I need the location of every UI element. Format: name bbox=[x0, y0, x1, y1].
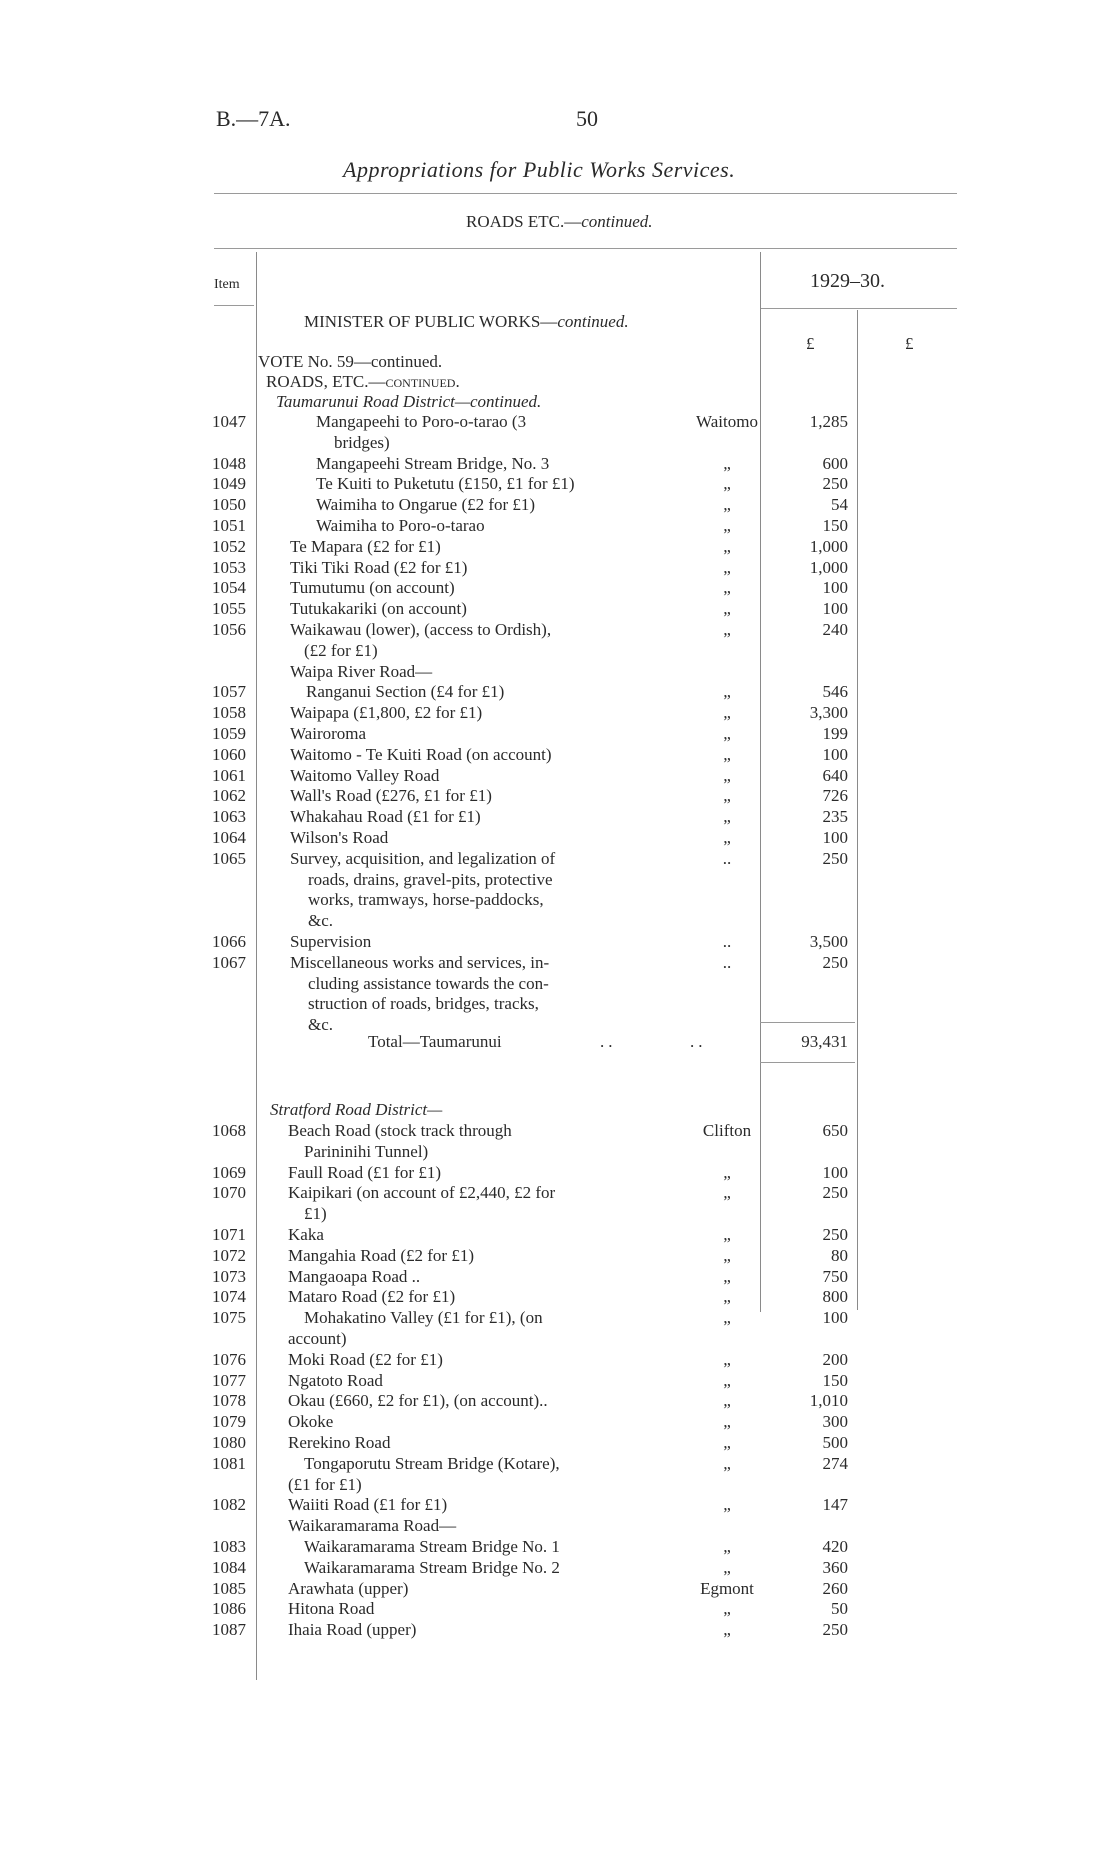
item-amount: 250 bbox=[822, 1225, 848, 1244]
item-description: struction of roads, bridges, tracks, bbox=[308, 994, 539, 1014]
table-row bbox=[0, 641, 1114, 661]
item-description: Waiiti Road (£1 for £1) bbox=[288, 1495, 448, 1515]
table-row bbox=[0, 1204, 1114, 1224]
item-district: „ bbox=[723, 495, 731, 515]
item-district: „ bbox=[723, 703, 731, 723]
item-district: „ bbox=[723, 1162, 731, 1182]
total-leader-dots-2: .. bbox=[690, 1032, 707, 1051]
item-description: roads, drains, gravel-pits, protective bbox=[308, 869, 553, 889]
document-reference: B.—7A. bbox=[216, 106, 291, 131]
item-number: 1084 bbox=[212, 1557, 246, 1577]
table-row bbox=[0, 1015, 1114, 1035]
table-row bbox=[0, 911, 1114, 931]
item-description: Supervision bbox=[290, 932, 372, 951]
item-number: 1087 bbox=[212, 1620, 246, 1640]
table-row bbox=[0, 1267, 1114, 1287]
item-district: „ bbox=[723, 1349, 731, 1369]
item-number: 1079 bbox=[212, 1412, 246, 1432]
item-district: „ bbox=[723, 786, 731, 806]
item-description: Te Mapara (£2 for £1) bbox=[290, 536, 441, 556]
table-row bbox=[0, 1371, 1114, 1391]
item-amount: 100 bbox=[822, 828, 848, 847]
item-amount: 100 bbox=[822, 599, 848, 619]
table-row bbox=[0, 1246, 1114, 1266]
item-district: „ bbox=[723, 453, 731, 473]
item-description: Whakahau Road (£1 for £1) bbox=[290, 807, 481, 827]
item-district: „ bbox=[723, 724, 731, 743]
table-row bbox=[0, 1121, 1114, 1141]
item-number: 1048 bbox=[212, 453, 246, 473]
table-row bbox=[0, 1308, 1114, 1328]
table-row bbox=[0, 994, 1114, 1014]
table-row bbox=[0, 537, 1114, 557]
item-amount: 546 bbox=[822, 682, 848, 702]
item-district: „ bbox=[723, 1183, 731, 1203]
item-district: „ bbox=[723, 1599, 731, 1619]
item-number: 1086 bbox=[212, 1599, 246, 1619]
table-row bbox=[0, 786, 1114, 806]
item-amount: 250 bbox=[822, 1183, 848, 1203]
item-description: cluding assistance towards the con- bbox=[308, 973, 549, 993]
table-row bbox=[0, 1142, 1114, 1162]
item-district: „ bbox=[723, 516, 731, 535]
item-description: works, tramways, horse-paddocks, bbox=[308, 890, 544, 910]
item-number: 1066 bbox=[212, 932, 246, 951]
table-row bbox=[0, 1183, 1114, 1203]
item-description: &c. bbox=[308, 911, 334, 931]
item-district: „ bbox=[723, 1308, 731, 1328]
item-district: „ bbox=[723, 744, 731, 764]
rule-year-underline bbox=[760, 308, 957, 309]
table-row bbox=[0, 599, 1114, 619]
table-row bbox=[0, 1163, 1114, 1183]
table-row bbox=[0, 1225, 1114, 1245]
item-number: 1074 bbox=[212, 1287, 246, 1307]
item-district: „ bbox=[723, 599, 731, 619]
item-amount: 1,000 bbox=[809, 536, 848, 556]
item-district: Egmont bbox=[700, 1578, 754, 1598]
item-district: „ bbox=[723, 1391, 731, 1411]
table-row bbox=[0, 932, 1114, 952]
table-row bbox=[0, 454, 1114, 474]
item-description: Waipapa (£1,800, £2 for £1) bbox=[290, 703, 483, 723]
page-title: Appropriations for Public Works Services. bbox=[343, 157, 736, 182]
item-district: „ bbox=[723, 1495, 731, 1515]
item-description: Waimiha to Ongarue (£2 for £1) bbox=[316, 495, 536, 515]
item-description: Moki Road (£2 for £1) bbox=[288, 1349, 443, 1369]
item-amount: 260 bbox=[822, 1578, 848, 1598]
column-header-pound-2: £ bbox=[905, 334, 914, 353]
item-district: „ bbox=[723, 1620, 731, 1640]
item-district: „ bbox=[723, 765, 731, 785]
item-number: 1083 bbox=[212, 1537, 246, 1556]
item-number: 1081 bbox=[212, 1453, 246, 1473]
table-row bbox=[0, 682, 1114, 702]
item-description: Mangapeehi to Poro-o-tarao (3 bbox=[316, 412, 527, 431]
table-row bbox=[0, 890, 1114, 910]
table-row bbox=[0, 745, 1114, 765]
item-district: „ bbox=[723, 1370, 731, 1390]
item-description: Tumutumu (on account) bbox=[290, 578, 455, 598]
item-district: „ bbox=[723, 1266, 731, 1286]
item-amount: 360 bbox=[822, 1557, 848, 1577]
minister-heading: MINISTER OF PUBLIC WORKS—continued. bbox=[304, 312, 629, 331]
item-amount: 1,285 bbox=[809, 412, 848, 431]
item-amount: 3,500 bbox=[809, 932, 848, 951]
item-amount: 100 bbox=[822, 1162, 848, 1182]
item-amount: 250 bbox=[822, 474, 848, 494]
table-row bbox=[0, 662, 1114, 682]
rule-table-top bbox=[214, 248, 957, 249]
item-description: Waimiha to Poro-o-tarao bbox=[316, 516, 485, 535]
item-description: Parininihi Tunnel) bbox=[304, 1141, 429, 1161]
table-row bbox=[0, 870, 1114, 890]
item-description: &c. bbox=[308, 1015, 334, 1035]
item-description: Waitomo Valley Road bbox=[290, 765, 440, 785]
table-row bbox=[0, 766, 1114, 786]
column-header-year: 1929–30. bbox=[810, 270, 885, 292]
item-amount: 150 bbox=[822, 516, 848, 535]
table-row bbox=[0, 558, 1114, 578]
district-heading-taumarunui: Taumarunui Road District—continued. bbox=[276, 392, 542, 411]
item-amount: 250 bbox=[822, 848, 848, 868]
table-row bbox=[0, 1391, 1114, 1411]
item-amount: 1,010 bbox=[809, 1391, 848, 1411]
item-description: Waikaramarama Stream Bridge No. 2 bbox=[304, 1557, 560, 1577]
item-description: Rerekino Road bbox=[288, 1433, 391, 1452]
table-row bbox=[0, 703, 1114, 723]
item-number: 1062 bbox=[212, 786, 246, 806]
item-district: „ bbox=[723, 1557, 731, 1577]
item-description: Mangaoapa Road .. bbox=[288, 1266, 421, 1286]
item-amount: 240 bbox=[822, 620, 848, 639]
item-description: Mangapeehi Stream Bridge, No. 3 bbox=[316, 453, 550, 473]
item-district: Waitomo bbox=[696, 412, 758, 431]
item-number: 1071 bbox=[212, 1225, 246, 1244]
item-description: Okoke bbox=[288, 1412, 334, 1432]
rule-top bbox=[214, 193, 957, 194]
item-amount: 650 bbox=[822, 1121, 848, 1140]
item-district: „ bbox=[723, 807, 731, 827]
item-number: 1073 bbox=[212, 1266, 246, 1286]
item-description: Waikaramarama Stream Bridge No. 1 bbox=[304, 1537, 560, 1556]
item-description: Faull Road (£1 for £1) bbox=[288, 1162, 441, 1182]
item-amount: 100 bbox=[822, 1308, 848, 1328]
item-amount: 250 bbox=[822, 1620, 848, 1640]
item-amount: 150 bbox=[822, 1370, 848, 1390]
item-amount: 199 bbox=[822, 724, 848, 743]
table-row bbox=[0, 1433, 1114, 1453]
table-row bbox=[0, 1620, 1114, 1640]
item-amount: 200 bbox=[822, 1349, 848, 1369]
item-district: „ bbox=[723, 1287, 731, 1307]
item-amount: 300 bbox=[822, 1412, 848, 1432]
item-amount: 1,000 bbox=[809, 557, 848, 577]
table-row bbox=[0, 516, 1114, 536]
item-description: (£2 for £1) bbox=[304, 640, 378, 660]
item-amount: 50 bbox=[831, 1599, 848, 1619]
item-district: „ bbox=[723, 1537, 731, 1556]
table-row bbox=[0, 620, 1114, 640]
table-row bbox=[0, 1516, 1114, 1536]
table-row bbox=[0, 807, 1114, 827]
item-amount: 800 bbox=[822, 1287, 848, 1307]
page-number: 50 bbox=[576, 106, 598, 131]
table-row bbox=[0, 1329, 1114, 1349]
table-row bbox=[0, 1454, 1114, 1474]
item-description: account) bbox=[288, 1329, 347, 1348]
table-row bbox=[0, 974, 1114, 994]
item-description: Mangahia Road (£2 for £1) bbox=[288, 1245, 475, 1265]
item-description: Mataro Road (£2 for £1) bbox=[288, 1287, 456, 1307]
item-district: .. bbox=[722, 952, 732, 972]
item-number: 1067 bbox=[212, 952, 246, 972]
item-district: „ bbox=[723, 536, 731, 556]
vote-heading: VOTE No. 59—continued. bbox=[258, 352, 443, 371]
item-description: bridges) bbox=[334, 432, 390, 452]
table-row bbox=[0, 849, 1114, 869]
item-description: Waikaramarama Road— bbox=[288, 1516, 457, 1536]
roads-heading: ROADS, ETC.—continued. bbox=[266, 372, 460, 391]
item-description: Te Kuiti to Puketutu (£150, £1 for £1) bbox=[316, 474, 575, 494]
table-row bbox=[0, 1599, 1114, 1619]
item-number: 1056 bbox=[212, 620, 246, 639]
item-district: „ bbox=[723, 1245, 731, 1265]
item-amount: 80 bbox=[831, 1245, 848, 1265]
item-description: Waitomo - Te Kuiti Road (on account) bbox=[290, 744, 552, 764]
table-row bbox=[0, 1350, 1114, 1370]
table-row bbox=[0, 1287, 1114, 1307]
item-number: 1085 bbox=[212, 1578, 246, 1598]
item-description: Wairoroma bbox=[290, 724, 367, 743]
item-district: „ bbox=[723, 620, 731, 639]
table-row bbox=[0, 828, 1114, 848]
item-number: 1060 bbox=[212, 744, 246, 764]
item-description: Hitona Road bbox=[288, 1599, 375, 1619]
item-number: 1057 bbox=[212, 682, 246, 702]
item-number: 1052 bbox=[212, 536, 246, 556]
item-description: Tongaporutu Stream Bridge (Kotare), bbox=[304, 1453, 560, 1473]
item-district: „ bbox=[723, 682, 731, 702]
column-header-item: Item bbox=[214, 277, 240, 292]
item-description: Miscellaneous works and services, in- bbox=[290, 952, 550, 972]
table-row bbox=[0, 495, 1114, 515]
item-amount: 500 bbox=[822, 1433, 848, 1452]
item-description: Tiki Tiki Road (£2 for £1) bbox=[290, 557, 468, 577]
item-district: „ bbox=[723, 557, 731, 577]
rule-total-below bbox=[760, 1062, 855, 1063]
item-description: Waipa River Road— bbox=[290, 661, 433, 681]
table-row bbox=[0, 1475, 1114, 1495]
item-number: 1076 bbox=[212, 1349, 246, 1369]
item-amount: 250 bbox=[822, 952, 848, 972]
total-leader-dots: .. bbox=[600, 1032, 617, 1051]
item-amount: 640 bbox=[822, 765, 848, 785]
item-number: 1075 bbox=[212, 1308, 246, 1328]
item-number: 1047 bbox=[212, 412, 246, 431]
item-number: 1049 bbox=[212, 474, 246, 494]
item-description: Ihaia Road (upper) bbox=[288, 1620, 417, 1640]
item-number: 1065 bbox=[212, 848, 246, 868]
item-number: 1069 bbox=[212, 1162, 246, 1182]
item-number: 1063 bbox=[212, 807, 246, 827]
table-row bbox=[0, 1537, 1114, 1557]
item-district: .. bbox=[722, 932, 732, 951]
item-amount: 54 bbox=[831, 495, 848, 515]
item-number: 1064 bbox=[212, 828, 246, 847]
item-district: „ bbox=[723, 474, 731, 494]
item-number: 1070 bbox=[212, 1183, 246, 1203]
item-number: 1055 bbox=[212, 599, 246, 619]
table-row bbox=[0, 578, 1114, 598]
item-number: 1053 bbox=[212, 557, 246, 577]
item-description: Kaka bbox=[288, 1225, 324, 1244]
item-number: 1061 bbox=[212, 765, 246, 785]
table-row bbox=[0, 1495, 1114, 1515]
district-heading-stratford: Stratford Road District— bbox=[270, 1100, 443, 1119]
item-number: 1051 bbox=[212, 516, 246, 535]
item-description: Ranganui Section (£4 for £1) bbox=[306, 682, 505, 702]
total-amount: 93,431 bbox=[801, 1032, 848, 1051]
item-amount: 750 bbox=[822, 1266, 848, 1286]
section-heading: ROADS ETC.—continued. bbox=[466, 212, 653, 231]
rule-total-above bbox=[760, 1022, 855, 1023]
item-number: 1068 bbox=[212, 1121, 246, 1140]
item-number: 1054 bbox=[212, 578, 246, 598]
item-district: „ bbox=[723, 1453, 731, 1473]
item-district: „ bbox=[723, 1225, 731, 1244]
item-description: Wilson's Road bbox=[290, 828, 389, 847]
table-row bbox=[0, 724, 1114, 744]
table-row bbox=[0, 412, 1114, 432]
item-number: 1059 bbox=[212, 724, 246, 743]
item-number: 1080 bbox=[212, 1433, 246, 1452]
rule-item-underline bbox=[214, 305, 254, 306]
table-row bbox=[0, 1558, 1114, 1578]
item-description: (£1 for £1) bbox=[288, 1474, 362, 1494]
table-row bbox=[0, 1579, 1114, 1599]
item-description: Waikawau (lower), (access to Ordish), bbox=[290, 620, 552, 639]
table-row bbox=[0, 953, 1114, 973]
item-district: „ bbox=[723, 578, 731, 598]
item-amount: 274 bbox=[822, 1453, 848, 1473]
table-row bbox=[0, 474, 1114, 494]
item-description: Beach Road (stock track through bbox=[288, 1121, 512, 1140]
table-row bbox=[0, 1412, 1114, 1432]
item-number: 1082 bbox=[212, 1495, 246, 1515]
item-number: 1050 bbox=[212, 495, 246, 515]
item-district: „ bbox=[723, 1433, 731, 1452]
item-description: Arawhata (upper) bbox=[288, 1578, 409, 1598]
item-number: 1058 bbox=[212, 703, 246, 723]
item-district: „ bbox=[723, 1412, 731, 1432]
item-description: £1) bbox=[304, 1204, 327, 1224]
item-description: Wall's Road (£276, £1 for £1) bbox=[290, 786, 492, 806]
item-description: Survey, acquisition, and legalization of bbox=[290, 848, 556, 868]
item-amount: 3,300 bbox=[809, 703, 848, 723]
item-description: Kaipikari (on account of £2,440, £2 for bbox=[288, 1183, 556, 1203]
column-header-pound-1: £ bbox=[806, 334, 815, 353]
item-description: Tutukakariki (on account) bbox=[290, 599, 467, 619]
item-number: 1072 bbox=[212, 1245, 246, 1265]
item-amount: 726 bbox=[822, 786, 848, 806]
item-amount: 100 bbox=[822, 578, 848, 598]
table-row bbox=[0, 433, 1114, 453]
item-description: Okau (£660, £2 for £1), (on account).. bbox=[288, 1391, 548, 1411]
item-amount: 100 bbox=[822, 744, 848, 764]
item-amount: 235 bbox=[822, 807, 848, 827]
item-district: „ bbox=[723, 828, 731, 847]
item-district: Clifton bbox=[702, 1121, 752, 1140]
item-amount: 600 bbox=[822, 453, 848, 473]
item-amount: 420 bbox=[822, 1537, 848, 1556]
item-number: 1077 bbox=[212, 1370, 246, 1390]
item-number: 1078 bbox=[212, 1391, 246, 1411]
item-amount: 147 bbox=[822, 1495, 848, 1515]
item-district: .. bbox=[722, 848, 732, 868]
item-description: Ngatoto Road bbox=[288, 1370, 383, 1390]
item-description: Mohakatino Valley (£1 for £1), (on bbox=[304, 1308, 543, 1328]
total-label: Total—Taumarunui bbox=[368, 1032, 502, 1051]
